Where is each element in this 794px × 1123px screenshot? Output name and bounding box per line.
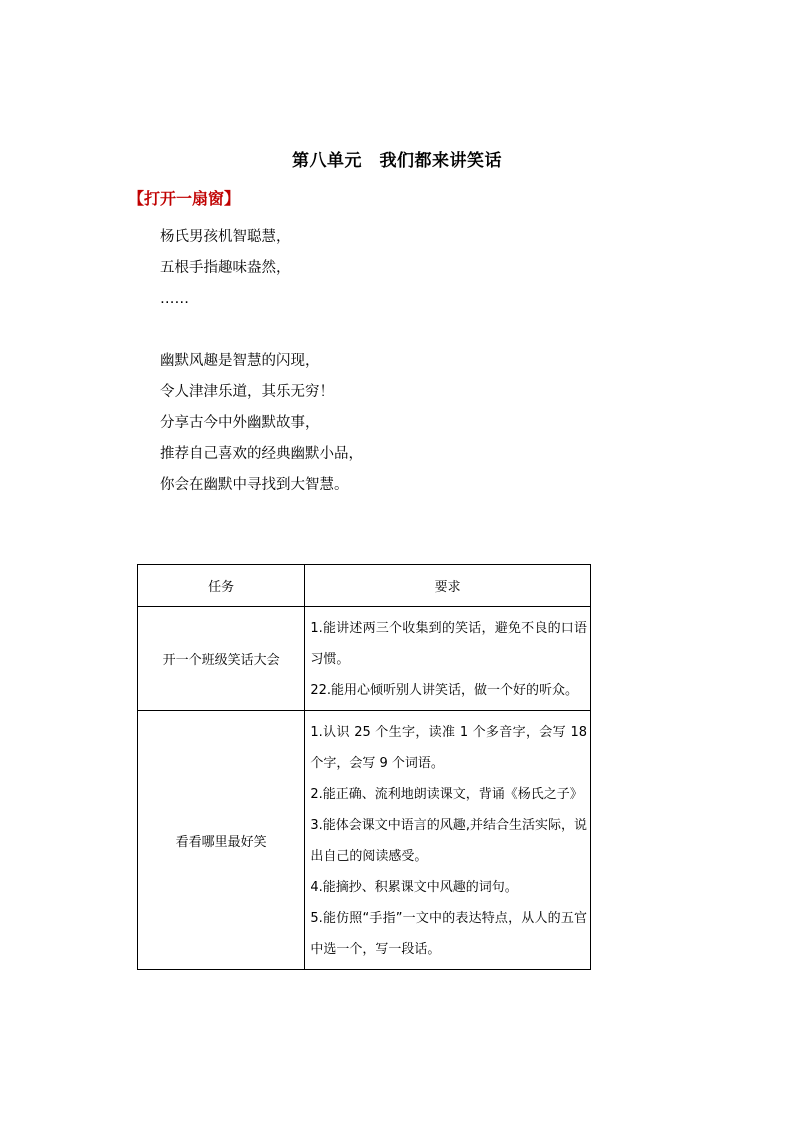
- page-title: 第八单元 我们都来讲笑话: [292, 151, 502, 171]
- requirement-item: 4.能摘抄、积累课文中风趣的词句。: [310, 880, 518, 895]
- poem-stanza-gap: [160, 315, 363, 346]
- task-cell: 看看哪里最好笑: [138, 711, 305, 970]
- requirement-item: 3.能体会课文中语言的风趣,并结合生活实际，说出自己的阅读感受。: [310, 818, 587, 864]
- poem-line: 幽默风趣是智慧的闪现，: [160, 353, 320, 369]
- task-table: [137, 564, 591, 970]
- poem-line: 令人津津乐道，其乐无穷！: [160, 384, 334, 400]
- requirement-item: 2.能正确、流利地朗读课文，背诵《杨氏之子》: [310, 787, 583, 802]
- poem: [160, 222, 363, 501]
- requirements-cell: [305, 711, 591, 970]
- header-task: 任务: [138, 565, 305, 607]
- requirement-item: 5.能仿照“手指”一文中的表达特点，从人的五官中选一个，写一段话。: [310, 911, 587, 957]
- requirement-item: 1.能讲述两三个收集到的笑话，避免不良的口语习惯。: [310, 621, 587, 667]
- table-row: [138, 607, 591, 711]
- header-requirements: 要求: [305, 565, 591, 607]
- poem-line: 推荐自己喜欢的经典幽默小品，: [160, 446, 363, 462]
- poem-line: 你会在幽默中寻找到大智慧。: [160, 477, 349, 493]
- requirement-item: 22.能用心倾听别人讲笑话，做一个好的听众。: [310, 683, 579, 698]
- poem-line: 五根手指趣味盎然，: [160, 260, 291, 276]
- poem-line: 分享古今中外幽默故事，: [160, 415, 320, 431]
- poem-line: 杨氏男孩机智聪慧，: [160, 229, 291, 245]
- requirement-item: 1.认识 25 个生字，读准 1 个多音字，会写 18 个字，会写 9 个词语。: [310, 725, 587, 771]
- table-row: [138, 711, 591, 970]
- table-header-row: [138, 565, 591, 607]
- section-heading: 【打开一扇窗】: [128, 189, 241, 208]
- requirements-cell: [305, 607, 591, 711]
- poem-line: ……: [160, 291, 189, 307]
- task-cell: 开一个班级笑话大会: [138, 607, 305, 711]
